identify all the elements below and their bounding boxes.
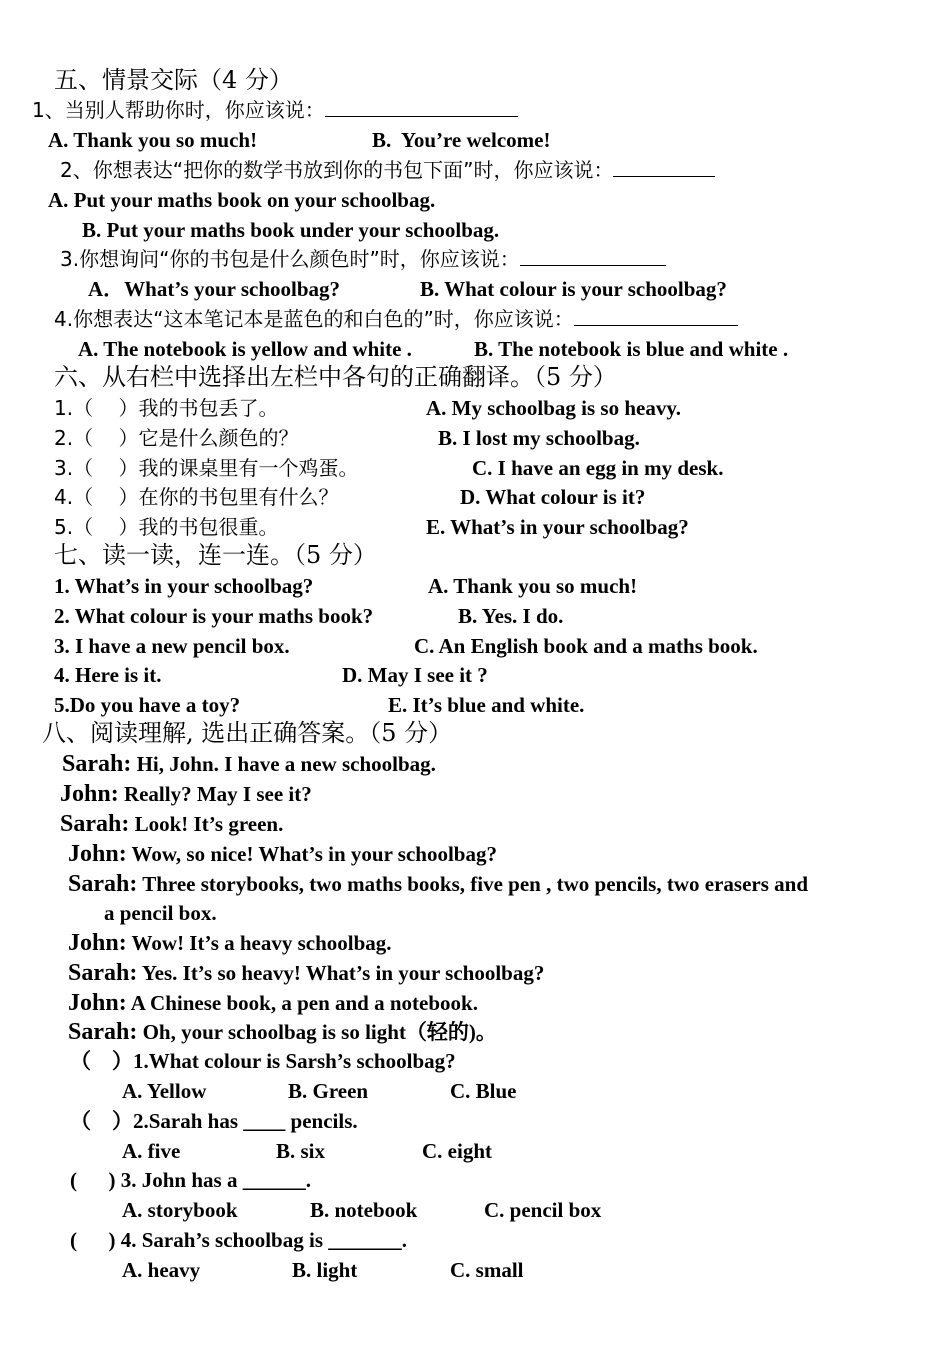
q1-option-b: B. Green	[288, 1079, 369, 1103]
answer-blank[interactable]	[325, 96, 518, 117]
speaker-name: John:	[68, 841, 127, 867]
s5-q4-stem-text: 4.你想表达“这本笔记本是蓝色的和白色的”时，你应该说：	[54, 307, 574, 331]
s7-right-b: B. Yes. I do.	[458, 604, 564, 628]
q1-option-c: C. Blue	[450, 1079, 517, 1103]
s6-right-a: A. My schoolbag is so heavy.	[426, 396, 681, 420]
s6-right-d: D. What colour is it?	[460, 485, 646, 509]
speaker-name: Sarah:	[62, 751, 132, 777]
q1-option-a: A. Yellow	[122, 1079, 207, 1103]
s5-q3-stem-text: 3.你想询问“你的书包是什么颜色时”时，你应该说：	[60, 247, 520, 271]
s7-right-e: E. It’s blue and white.	[388, 693, 585, 717]
dialogue-line	[68, 989, 478, 1017]
dialogue-line	[68, 870, 808, 898]
question-3-stem: ( ) 3. John has a ______.	[70, 1168, 311, 1192]
speaker-name: Sarah:	[68, 871, 138, 897]
s6-left-1: 1.（ ）我的书包丢了。	[54, 396, 279, 420]
dialogue-text: Oh, your schoolbag is so light（轻的)。	[137, 1020, 497, 1044]
dialogue-line	[60, 780, 312, 808]
dialogue-text: Wow! It’s a heavy schoolbag.	[126, 931, 392, 955]
s6-left-5: 5.（ ）我的书包很重。	[54, 515, 279, 539]
s7-left-1: 1. What’s in your schoolbag?	[54, 574, 314, 598]
dialogue-text: Really? May I see it?	[118, 782, 312, 806]
dialogue-line	[68, 929, 392, 957]
q4-option-c: C. small	[450, 1258, 524, 1282]
dialogue-line	[68, 1018, 497, 1046]
s6-left-3: 3.（ ）我的课桌里有一个鸡蛋。	[54, 456, 359, 480]
dialogue-line	[68, 959, 544, 987]
s5-q3-option-b: B. What colour is your schoolbag?	[420, 277, 727, 301]
question-1-stem: （ ）1.What colour is Sarsh’s schoolbag?	[70, 1049, 456, 1073]
speaker-name: John:	[60, 781, 119, 807]
s7-left-5: 5.Do you have a toy?	[54, 693, 241, 717]
section8-heading: 八、阅读理解, 选出正确答案。（5 分）	[42, 719, 453, 747]
speaker-name: Sarah:	[68, 1019, 138, 1045]
s7-left-4: 4. Here is it.	[54, 663, 162, 687]
dialogue-text: Yes. It’s so heavy! What’s in your schoolbag?	[137, 961, 545, 985]
answer-blank[interactable]	[574, 305, 738, 326]
q2-option-c: C. eight	[422, 1139, 492, 1163]
dialogue-text: Hi, John. I have a new schoolbag.	[131, 752, 436, 776]
dialogue-text: Wow, so nice! What’s in your schoolbag?	[126, 842, 497, 866]
q2-option-b: B. six	[276, 1139, 326, 1163]
speaker-name: John:	[68, 990, 127, 1016]
s7-left-2: 2. What colour is your maths book?	[54, 604, 374, 628]
s6-right-b: B. I lost my schoolbag.	[438, 426, 640, 450]
s6-right-e: E. What’s in your schoolbag?	[426, 515, 689, 539]
question-4-stem: ( ) 4. Sarah’s schoolbag is _______.	[70, 1228, 407, 1252]
s5-q4-option-a: A. The notebook is yellow and white .	[78, 337, 412, 361]
q2-option-a: A. five	[122, 1139, 181, 1163]
s6-left-4: 4.（ ）在你的书包里有什么？	[54, 485, 339, 509]
dialogue-text: A Chinese book, a pen and a notebook.	[126, 991, 478, 1015]
section7-heading: 七、读一读，连一连。（5 分）	[54, 541, 377, 569]
s6-right-c: C. I have an egg in my desk.	[472, 456, 724, 480]
s5-q1-stem-text: 1、当别人帮助你时，你应该说：	[32, 98, 325, 122]
dialogue-continuation: a pencil box.	[104, 901, 217, 925]
s5-q2-stem	[60, 156, 715, 184]
s5-q4-option-b: B. The notebook is blue and white .	[474, 337, 789, 361]
q3-option-a: A. storybook	[122, 1198, 238, 1222]
q3-option-c: C. pencil box	[484, 1198, 602, 1222]
answer-blank[interactable]	[520, 245, 666, 266]
s5-q3-option-a: A．What’s your schoolbag?	[88, 277, 341, 301]
s5-q1-option-b: B. You’re welcome!	[372, 128, 551, 152]
s5-q1-stem	[32, 96, 518, 124]
section5-heading: 五、情景交际（4 分）	[54, 66, 293, 94]
section6-heading: 六、从右栏中选择出左栏中各句的正确翻译。（5 分）	[54, 363, 617, 391]
s5-q4-stem	[54, 305, 738, 333]
dialogue-line	[60, 810, 283, 838]
s5-q2-option-b: B. Put your maths book under your schoolbag.	[82, 218, 500, 242]
s7-right-c: C. An English book and a maths book.	[414, 634, 758, 658]
speaker-name: Sarah:	[68, 960, 138, 986]
s7-left-3: 3. I have a new pencil box.	[54, 634, 290, 658]
question-2-stem: （ ）2.Sarah has ____ pencils.	[70, 1109, 358, 1133]
speaker-name: John:	[68, 930, 127, 956]
q3-option-b: B. notebook	[310, 1198, 418, 1222]
s5-q3-stem	[60, 245, 666, 273]
q4-option-b: B. light	[292, 1258, 358, 1282]
s7-right-d: D. May I see it ?	[342, 663, 488, 687]
dialogue-line	[68, 840, 497, 868]
dialogue-text: Three storybooks, two maths books, five pen , two pencils, two erasers and	[137, 872, 809, 896]
q4-option-a: A. heavy	[122, 1258, 201, 1282]
s6-left-2: 2.（ ）它是什么颜色的？	[54, 426, 299, 450]
s5-q2-stem-text: 2、你想表达“把你的数学书放到你的书包下面”时，你应该说：	[60, 158, 614, 182]
dialogue-text: Look! It’s green.	[129, 812, 284, 836]
s5-q2-option-a: A. Put your maths book on your schoolbag.	[48, 188, 436, 212]
speaker-name: Sarah:	[60, 811, 130, 837]
dialogue-line	[62, 750, 436, 778]
s5-q1-option-a: A. Thank you so much!	[48, 128, 258, 152]
answer-blank[interactable]	[613, 156, 715, 177]
s7-right-a: A. Thank you so much!	[428, 574, 638, 598]
